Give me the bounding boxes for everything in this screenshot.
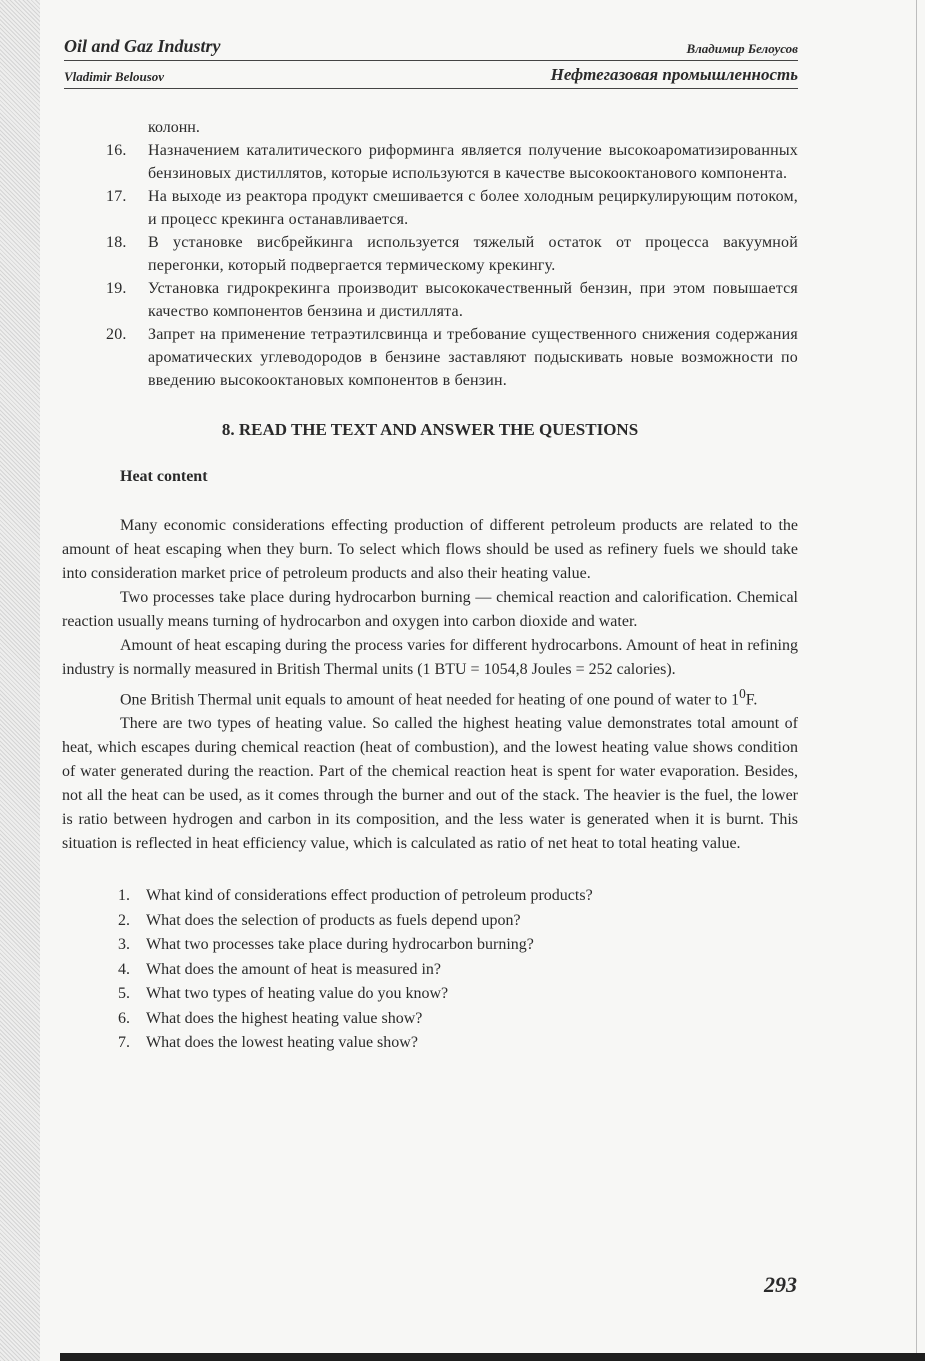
- item-number: 18.: [106, 234, 127, 251]
- question-text: What does the highest heating value show?: [146, 1009, 423, 1027]
- question-number: 2.: [118, 911, 130, 929]
- carry-over-text: колонн.: [148, 119, 200, 136]
- list-item: [62, 185, 798, 231]
- header-author-ru: Владимир Белоусов: [686, 41, 798, 56]
- paragraph-btu: [62, 682, 798, 712]
- question-item: [62, 958, 798, 983]
- question-item: [62, 909, 798, 934]
- question-item: [62, 933, 798, 958]
- item-text: Установка гидрокрекинга производит высококачественный бензин, при этом повышается качество компонентов бензина и дистиллята.: [148, 280, 798, 320]
- question-number: 6.: [118, 1009, 130, 1027]
- question-number: 4.: [118, 960, 130, 978]
- text-subtitle: Heat content: [120, 468, 208, 485]
- running-head-top: [64, 34, 798, 61]
- header-author-en: Vladimir Belousov: [64, 69, 165, 84]
- degree-superscript: 0: [739, 686, 746, 701]
- paragraph: Many economic considerations effecting production of different petroleum products are related to the amount of heat escaping when they burn. To select which flows should be used as refinery fuels we should take into consideration market price of petroleum products and also their heating value.: [62, 517, 798, 582]
- question-number: 3.: [118, 936, 130, 954]
- btu-text: One British Thermal unit equals to amount of heat needed for heating of one pound of water to 1: [120, 691, 740, 709]
- page-number: 293: [764, 1272, 797, 1297]
- question-number: 7.: [118, 1034, 130, 1052]
- question-item: [62, 1031, 798, 1056]
- item-text: В установке висбрейкинга используется тяжелый остаток от процесса вакуумной перегонки, который подвергается термическому крекингу.: [148, 234, 798, 274]
- scan-edge-bottom: [60, 1353, 925, 1361]
- list-item: [62, 231, 798, 277]
- item-number: 19.: [106, 280, 127, 297]
- section-title: 8. READ THE TEXT AND ANSWER THE QUESTIONS: [221, 420, 639, 439]
- paragraph: Two processes take place during hydrocarbon burning — chemical reaction and calorification. Chemical reaction usually means turning of hydrocarbon and oxygen into carbon dioxide and water.: [62, 589, 798, 630]
- paragraph: There are two types of heating value. So called the highest heating value demonstrates total amount of heat, which escapes during chemical reaction (heat of combustion), and the lowest heating value shows condition of water generated during the reaction. Part of the chemical reaction heat is spent for water evaporation. Besides, not all the heat can be used, as it comes through the burner and out of the stack. The heavier is the fuel, the lower is ratio between hydrogen and carbon in its composition, and the less water is generated when it is burnt. This situation is reflected in heat efficiency value, which is calculated as ratio of net heat to total heating value.: [62, 715, 798, 853]
- item-text: На выходе из реактора продукт смешивается с более холодным рециркулирующим потоком, и процесс крекинга останавливается.: [148, 188, 798, 228]
- running-head-bottom: [64, 64, 798, 89]
- paragraph: Amount of heat escaping during the process varies for different hydrocarbons. Amount of heat in refining industry is normally measured in British Thermal units (1 BTU = 1054,8 Joules = 252 calories).: [62, 637, 798, 678]
- list-item: [62, 139, 798, 185]
- scan-edge-right: [916, 0, 917, 1361]
- list-item: [62, 323, 798, 392]
- question-text: What does the amount of heat is measured in?: [146, 960, 442, 978]
- question-text: What two processes take place during hydrocarbon burning?: [146, 936, 534, 954]
- russian-sentences-list: [62, 139, 798, 392]
- question-number: 1.: [118, 887, 130, 905]
- item-text: Запрет на применение тетраэтилсвинца и требование существенного снижения содержания ароматических углеводородов в бензине заставляют подыскивать новые возможности по введению высокооктановых компонентов в бензин.: [148, 326, 798, 389]
- question-text: What does the lowest heating value show?: [146, 1034, 418, 1052]
- reading-text: [62, 514, 798, 856]
- item-text: Назначением каталитического риформинга является получение высокоароматизированных бензиновых дистиллятов, которые используются в качестве высокооктанового компонента.: [148, 142, 798, 182]
- header-title-en: Oil and Gaz Industry: [64, 36, 221, 56]
- questions-list: [62, 884, 798, 1056]
- question-text: What two types of heating value do you know?: [146, 985, 449, 1003]
- page-content: [62, 116, 798, 1056]
- question-item: [62, 1007, 798, 1032]
- question-number: 5.: [118, 985, 130, 1003]
- question-text: What kind of considerations effect production of petroleum products?: [146, 887, 593, 905]
- header-title-ru: Нефтегазовая промышленность: [550, 65, 798, 84]
- list-item: [62, 277, 798, 323]
- item-number: 17.: [106, 188, 127, 205]
- question-text: What does the selection of products as fuels depend upon?: [146, 911, 521, 929]
- scan-edge-left: [0, 0, 40, 1361]
- btu-unit: F.: [745, 691, 758, 709]
- question-item: [62, 884, 798, 909]
- item-number: 16.: [106, 142, 127, 159]
- item-number: 20.: [106, 326, 127, 343]
- question-item: [62, 982, 798, 1007]
